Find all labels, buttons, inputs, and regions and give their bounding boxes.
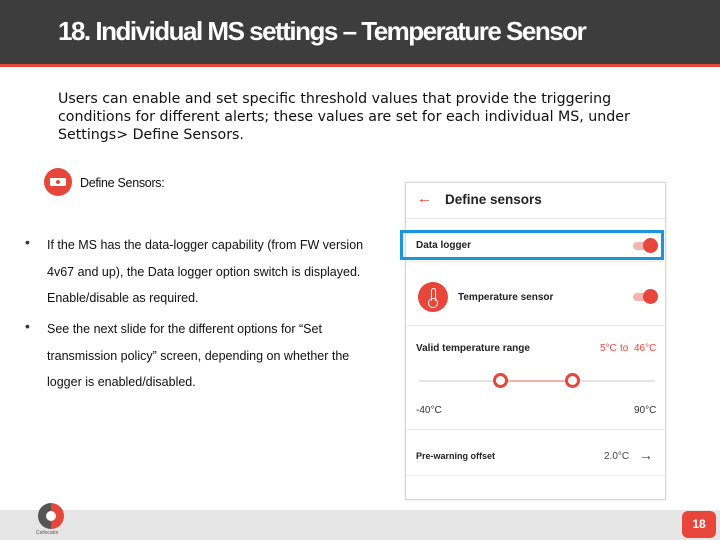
intro-text: Users can enable and set specific threshold values that provide the triggering conditions for different alerts; these values are set for each individual MS, under Settings> Define Sensors.	[58, 91, 630, 143]
thermometer-icon	[418, 282, 448, 312]
range-max-label: 90°C	[634, 405, 657, 416]
temperature-sensor-toggle[interactable]	[633, 293, 653, 301]
range-min-label: -40°C	[416, 405, 442, 416]
range-low-value: 5°C	[600, 343, 617, 354]
valid-range-label: Valid temperature range	[416, 343, 530, 354]
data-logger-highlight-box	[400, 230, 664, 260]
bullet-item: If the MS has the data-logger capability (from FW version 4v67 and up), the Data logger option switch is displayed. Enable/disable as required.	[47, 238, 364, 305]
range-slider-high-handle[interactable]	[565, 373, 580, 388]
divider	[406, 325, 665, 326]
range-slider-active	[500, 380, 572, 382]
arrow-right-icon[interactable]: →	[639, 447, 653, 463]
logo-text: Cellocator	[36, 530, 59, 536]
data-logger-label: Data logger	[416, 240, 472, 251]
back-arrow-icon[interactable]: ←	[417, 190, 432, 207]
bullet-item: See the next slide for the different options for “Set transmission policy” screen, depending on whether the logger is enabled/disabled.	[47, 322, 350, 389]
range-slider-low-handle[interactable]	[493, 373, 508, 388]
page-number: 18	[682, 511, 716, 538]
range-high-value: 46°C	[634, 343, 657, 354]
divider	[406, 261, 665, 262]
prewarning-label[interactable]: Pre-warning offset	[416, 451, 496, 461]
sensor-device-icon	[44, 168, 72, 196]
cellocator-logo	[38, 503, 64, 529]
range-separator: to	[620, 343, 629, 354]
temperature-sensor-label: Temperature sensor	[458, 292, 554, 303]
bullet-icon: •	[25, 318, 30, 334]
bullet-icon: •	[25, 234, 30, 250]
prewarning-value: 2.0°C	[604, 451, 630, 462]
phone-header	[406, 183, 665, 219]
footer-bar	[0, 510, 720, 540]
phone-title: Define sensors	[445, 192, 542, 207]
divider	[406, 475, 665, 476]
define-sensors-label: Define Sensors:	[80, 176, 165, 190]
slide-title: 18. Individual MS settings – Temperature Sensor	[58, 16, 586, 46]
title-accent-line	[0, 64, 720, 67]
title-bar	[0, 0, 720, 64]
divider	[406, 429, 665, 430]
